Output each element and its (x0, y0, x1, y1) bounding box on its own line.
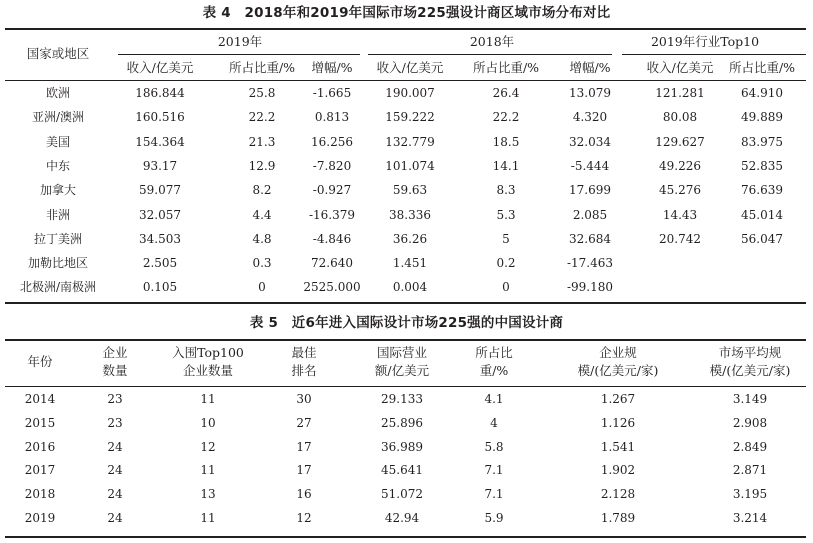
table4-region-label: 非洲 (45, 207, 71, 222)
table5-cell: 17 (296, 463, 312, 478)
table4-cell: 49.226 (659, 158, 701, 173)
table4-region-label: 拉丁美洲 (33, 231, 83, 246)
table4-region-label: 北极洲/南极洲 (19, 280, 97, 295)
table5-caption: 表 5 近6年进入国际设计市场225强的中国设计商 (249, 315, 564, 331)
table4-cell: 101.074 (385, 158, 435, 173)
table4-region-label: 美国 (45, 134, 71, 149)
table5-cell: 11 (200, 463, 216, 478)
table5-cell: 24 (107, 439, 123, 454)
table4-cell: -7.820 (312, 158, 352, 173)
table5-year-label: 2019 (24, 511, 56, 525)
table4-group-top10: 2019年行业Top10 (650, 34, 760, 49)
table5-cell: 30 (296, 392, 312, 406)
table5-year-label: 2014 (24, 392, 56, 406)
table4-cell: 4.320 (572, 110, 608, 125)
table4-cell: 160.516 (135, 110, 185, 125)
table5-header-cell: 国际营业 (376, 345, 428, 360)
table4-cell: 64.910 (741, 86, 783, 100)
table5-cell: 16 (296, 487, 312, 502)
table4-region-label: 加勒比地区 (27, 256, 89, 271)
table4-subheader: 所占比重/% (472, 60, 540, 75)
table5-cell: 24 (107, 463, 123, 478)
table5-top-rule (5, 339, 806, 341)
table4-bottom-rule (5, 302, 806, 304)
table4-cell: 13.079 (569, 86, 611, 100)
table4-cell: 59.63 (392, 183, 428, 198)
table5-cell: 3.149 (732, 392, 768, 406)
table4-cell: 18.5 (492, 134, 520, 149)
table5-cell: 1.541 (600, 439, 636, 454)
table4-cell: -1.665 (312, 86, 352, 100)
table5-cell: 3.195 (732, 487, 768, 502)
table4-cell: 72.640 (311, 256, 353, 271)
table4-subheader: 收入/亿美元 (376, 60, 444, 75)
table4-cell: -0.927 (312, 183, 352, 198)
table4-cell: 83.975 (741, 134, 783, 149)
table5-header-cell: 市场平均规 (718, 345, 782, 360)
table4-subheader: 收入/亿美元 (126, 60, 194, 75)
table4-cell: 26.4 (492, 86, 520, 100)
table4-group-underline-2018 (368, 54, 612, 55)
table5-cell: 25.896 (381, 415, 423, 430)
table4-cell: 154.364 (135, 134, 185, 149)
table4-region-label: 加拿大 (39, 183, 77, 198)
table5-cell: 29.133 (381, 392, 423, 406)
table5-cell: 24 (107, 487, 123, 502)
table4-cell: 56.047 (741, 231, 783, 246)
table4-cell: 22.2 (492, 110, 520, 125)
table4-group-2018: 2018年 (469, 34, 515, 49)
table4-cell: 16.256 (311, 134, 353, 149)
table4-cell: 34.503 (139, 231, 181, 246)
table4-cell: 186.844 (135, 86, 185, 100)
table5-header-cell: 排名 (291, 363, 317, 378)
table5-cell: 12 (200, 439, 216, 454)
table5-cell: 1.789 (600, 511, 636, 525)
table4-cell: 21.3 (248, 134, 276, 149)
table5-year-label: 2015 (24, 415, 56, 430)
table4-cell: 8.2 (252, 183, 272, 198)
table4-cell: 0 (258, 280, 266, 295)
table5-header-cell: 额/亿美元 (374, 363, 430, 378)
table5-header-rule (5, 386, 806, 387)
table4-region-label: 中东 (45, 158, 71, 173)
table4-row-header: 国家或地区 (26, 46, 90, 61)
table5-year-label: 2017 (24, 463, 56, 478)
table4-cell: 25.8 (248, 86, 276, 100)
table4-cell: 14.43 (662, 207, 698, 222)
table4-cell: 1.451 (392, 256, 428, 271)
table4-cell: 80.08 (662, 110, 698, 125)
table4-cell: 129.627 (655, 134, 705, 149)
table5-year-label: 2018 (24, 487, 56, 502)
table4-cell: -5.444 (570, 158, 610, 173)
table4-cell: -4.846 (312, 231, 352, 246)
table5-cell: 2.871 (732, 463, 768, 478)
table5-header-cell: 企业规 (599, 345, 637, 360)
table4-cell: 121.281 (655, 86, 705, 100)
table4-cell: 45.014 (741, 207, 783, 222)
table4-region-label: 亚洲/澳洲 (31, 110, 85, 125)
table4-subheader: 所占比重/% (728, 60, 796, 75)
table4-cell: 20.742 (659, 231, 701, 246)
table5-cell: 51.072 (381, 487, 423, 502)
table4-subheader: 所占比重/% (228, 60, 296, 75)
table5-cell: 1.267 (600, 392, 636, 406)
table4-subheader: 收入/亿美元 (646, 60, 714, 75)
table4-cell: 2.505 (142, 256, 178, 271)
table5-header-cell: 所占比 (475, 345, 513, 360)
table4-cell: 32.034 (569, 134, 611, 149)
table4-cell: 17.699 (569, 183, 611, 198)
table5-cell: 5.9 (484, 511, 504, 525)
table5-cell: 7.1 (484, 463, 504, 478)
table4-cell: 4.8 (252, 231, 272, 246)
table5-cell: 45.641 (381, 463, 423, 478)
table5-cell: 5.8 (484, 439, 504, 454)
table4-cell: 76.639 (741, 183, 783, 198)
table4-group-underline-2019 (118, 54, 360, 55)
table4-cell: 5.3 (496, 207, 516, 222)
table5-header-cell: 企业 (102, 345, 128, 360)
table4-cell: 12.9 (248, 158, 276, 173)
table5-header-cell: 重/% (479, 363, 509, 378)
table4-cell: -99.180 (566, 280, 614, 295)
table5-cell: 2.908 (732, 415, 768, 430)
table5-header-cell: 最佳 (291, 345, 317, 360)
table5-header-cell: 模/(亿美元/家) (709, 363, 791, 378)
table5-cell: 13 (200, 487, 216, 502)
table5-cell: 1.902 (600, 463, 636, 478)
table4-cell: 38.336 (389, 207, 431, 222)
table5-cell: 1.126 (600, 415, 636, 430)
table5-cell: 36.989 (381, 439, 423, 454)
table4-cell: 32.684 (569, 231, 611, 246)
table4-cell: 0 (502, 280, 510, 295)
table4-cell: 49.889 (741, 110, 783, 125)
table4-cell: 2525.000 (303, 280, 361, 295)
table5-cell: 2.128 (600, 487, 636, 502)
table5-cell: 42.94 (384, 511, 420, 525)
table5-cell: 24 (107, 511, 123, 525)
table4-top-rule (5, 28, 806, 30)
table4-group-underline-top10 (622, 54, 806, 55)
table5-cell: 3.214 (732, 511, 768, 525)
table5-cell: 7.1 (484, 487, 504, 502)
table5-header-cell: 入围Top100 (172, 345, 244, 360)
table4-cell: -16.379 (308, 207, 356, 222)
table5-header-cell: 企业数量 (182, 363, 234, 378)
table4-cell: 36.26 (392, 231, 428, 246)
table4-cell: -17.463 (566, 256, 614, 271)
table5-cell: 27 (296, 415, 312, 430)
table4-cell: 52.835 (741, 158, 783, 173)
table4-cell: 0.2 (496, 256, 516, 271)
table4-cell: 0.3 (252, 256, 272, 271)
table4-cell: 132.779 (385, 134, 435, 149)
table5-cell: 4 (490, 415, 498, 430)
table5-cell: 4.1 (484, 392, 504, 406)
table5-cell: 11 (200, 392, 216, 406)
table4-cell: 0.813 (314, 110, 350, 125)
table5-year-label: 2016 (24, 439, 56, 454)
table4-group-2019: 2019年 (217, 34, 263, 49)
table4-cell: 159.222 (385, 110, 435, 125)
table4-cell: 93.17 (142, 158, 178, 173)
table5-cell: 12 (296, 511, 312, 525)
table5-header-cell: 年份 (27, 354, 53, 369)
table4-cell: 4.4 (252, 207, 272, 222)
table5-cell: 11 (200, 511, 216, 525)
table4-cell: 2.085 (572, 207, 608, 222)
table4-cell: 32.057 (139, 207, 181, 222)
table5-cell: 23 (107, 415, 123, 430)
table4-cell: 190.007 (385, 86, 435, 100)
table5-cell: 17 (296, 439, 312, 454)
table4-cell: 14.1 (492, 158, 520, 173)
table5-cell: 2.849 (732, 439, 768, 454)
table4-caption: 表 4 2018年和2019年国际市场225强设计商区域市场分布对比 (202, 5, 611, 21)
table4-cell: 22.2 (248, 110, 276, 125)
table5-cell: 23 (107, 392, 123, 406)
table4-cell: 0.105 (142, 280, 178, 295)
table4-subheader: 增幅/% (569, 60, 611, 75)
table4-cell: 8.3 (496, 183, 516, 198)
table5-bottom-rule (5, 536, 806, 538)
table4-cell: 5 (502, 231, 510, 246)
table4-subheader: 增幅/% (311, 60, 353, 75)
table5-header-cell: 数量 (102, 363, 128, 378)
table4-cell: 59.077 (139, 183, 181, 198)
table4-cell: 0.004 (392, 280, 428, 295)
table4-header-rule (5, 80, 806, 81)
table5-cell: 10 (200, 415, 216, 430)
table5-header-cell: 模/(亿美元/家) (577, 363, 659, 378)
table4-cell: 45.276 (659, 183, 701, 198)
table4-region-label: 欧洲 (45, 86, 71, 100)
